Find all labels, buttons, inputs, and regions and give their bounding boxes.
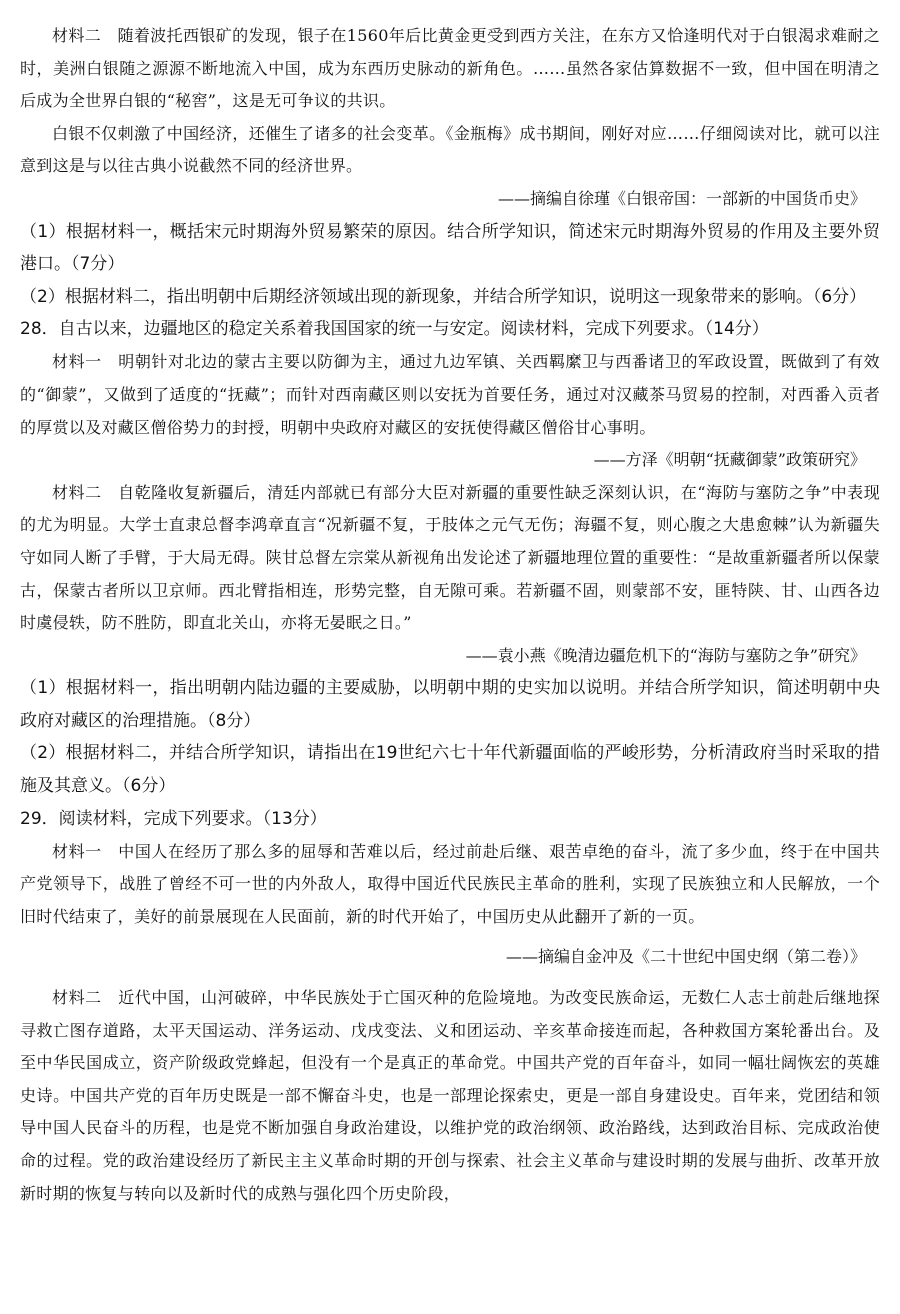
q28-question-1: （1）根据材料一，指出明朝内陆边疆的主要威胁，以明朝中期的史实加以说明。并结合所学知识，简述明朝中央政府对藏区的治理措施。（8分） (20, 678, 880, 731)
q27-material-2-paragraph-1: 材料二 随着波托西银矿的发现，银子在1560年后比黄金更受到西方关注，在东方又恰逢明代对于白银渴求难耐之时，美洲白银随之源源不断地流入中国，成为东西历史脉动的新角色。……虽然各家估算数据不一致，但中国在明清之后成为全世界白银的“秘窖”，这是无可争议的共识。 (20, 26, 880, 111)
q27-material-2-source: ——摘编自徐瑾《白银帝国：一部新的中国货币史》 (497, 188, 866, 208)
q27-question-1: （1）根据材料一，概括宋元时期海外贸易繁荣的原因。结合所学知识，简述宋元时期海外贸易的作用及主要外贸港口。（7分） (20, 221, 880, 275)
q29-material-2-paragraph: 材料二 近代中国，山河破碎，中华民族处于亡国灭种的危险境地。为改变民族命运，无数仁人志士前赴后继地探寻救亡图存道路，太平天国运动、洋务运动、戊戌变法、义和团运动、辛亥革命接连而起，各种救国方案轮番出台。及至中华民国成立，资产阶级政党蜂起，但没有一个是真正的革命党。中国共产党的百年奋斗，如同一幅壮阔恢宏的英雄史诗。中国共产党的百年历史既是一部不懈奋斗史，也是一部理论探索史，更是一部自身建设史。百年来，党团结和领导中国人民奋斗的历程，也是党不断加强自身政治建设，以维护党的政治纲领、政治路线，达到政治目标、完成政治使命的过程。党的政治建设经历了新民主主义革命时期的开创与探索、社会主义革命与建设时期的发展与曲折、改革开放新时期的恢复与转向以及新时代的成熟与强化四个历史阶段， (20, 988, 880, 1203)
q28-material-1-paragraph: 材料一 明朝针对北边的蒙古主要以防御为主，通过九边军镇、关西羁縻卫与西番诸卫的军政设置，既做到了有效的“御蒙”，又做到了适度的“抚藏”；而针对西南藏区则以安抚为首要任务，通过对汉藏茶马贸易的控制，对西番入贡者的厚赏以及对藏区僧俗势力的封授，明朝中央政府对藏区的安抚使得藏区僧俗甘心事明。 (20, 352, 880, 437)
q29-heading: 29．阅读材料，完成下列要求。（13分） (20, 808, 327, 829)
q27-material-2-paragraph-2: 白银不仅刺激了中国经济，还催生了诸多的社会变革。《金瓶梅》成书期间，刚好对应……仔细阅读对比，就可以注意到这是与以往古典小说截然不同的经济世界。 (20, 123, 880, 176)
q27-question-2: （2）根据材料二，指出明朝中后期经济领域出现的新现象，并结合所学知识，说明这一现象带来的影响。（6分） (20, 286, 867, 307)
q28-material-1-source: ——方泽《明朝“抚藏御蒙”政策研究》 (593, 450, 866, 470)
q28-question-2: （2）根据材料二，并结合所学知识，请指出在19世纪六七十年代新疆面临的严峻形势，分析清政府当时采取的措施及其意义。（6分） (20, 743, 880, 797)
spacer (20, 974, 880, 982)
q28-heading: 28．自古以来，边疆地区的稳定关系着我国国家的统一与安定。阅读材料，完成下列要求。（14分） (20, 319, 769, 340)
q29-material-1-source: ——摘编自金冲及《二十世纪中国史纲（第二卷）》 (505, 947, 866, 967)
q28-material-2-paragraph: 材料二 自乾隆收复新疆后，清廷内部就已有部分大臣对新疆的重要性缺乏深刻认识，在“海防与塞防之争”中表现的尤为明显。大学士直隶总督李鸿章直言“况新疆不复，于肢体之元气无伤；海疆不复，则心腹之大患愈棘”认为新疆失守如同人断了手臂，于大局无碍。陕甘总督左宗棠从新视角出发论述了新疆地理位置的重要性：“是故重新疆者所以保蒙古，保蒙古者所以卫京师。西北臂指相连，形势完整，自无隙可乘。若新疆不固，则蒙部不安，匪特陕、甘、山西各边时虞侵轶，防不胜防，即直北关山，亦将无晏眠之日。” (20, 482, 880, 633)
q28-material-2-source: ——袁小燕《晚清边疆危机下的“海防与塞防之争”研究》 (465, 645, 866, 665)
q29-material-1-paragraph: 材料一 中国人在经历了那么多的屈辱和苦难以后，经过前赴后继、艰苦卓绝的奋斗，流了多少血，终于在中国共产党领导下，战胜了曾经不可一世的内外敌人，取得中国近代民族民主革命的胜利，实现了民族独立和人民解放，一个旧时代结束了，美好的前景展现在人民面前，新的时代开始了，中国历史从此翻开了新的一页。 (20, 841, 880, 926)
spacer (20, 933, 880, 941)
